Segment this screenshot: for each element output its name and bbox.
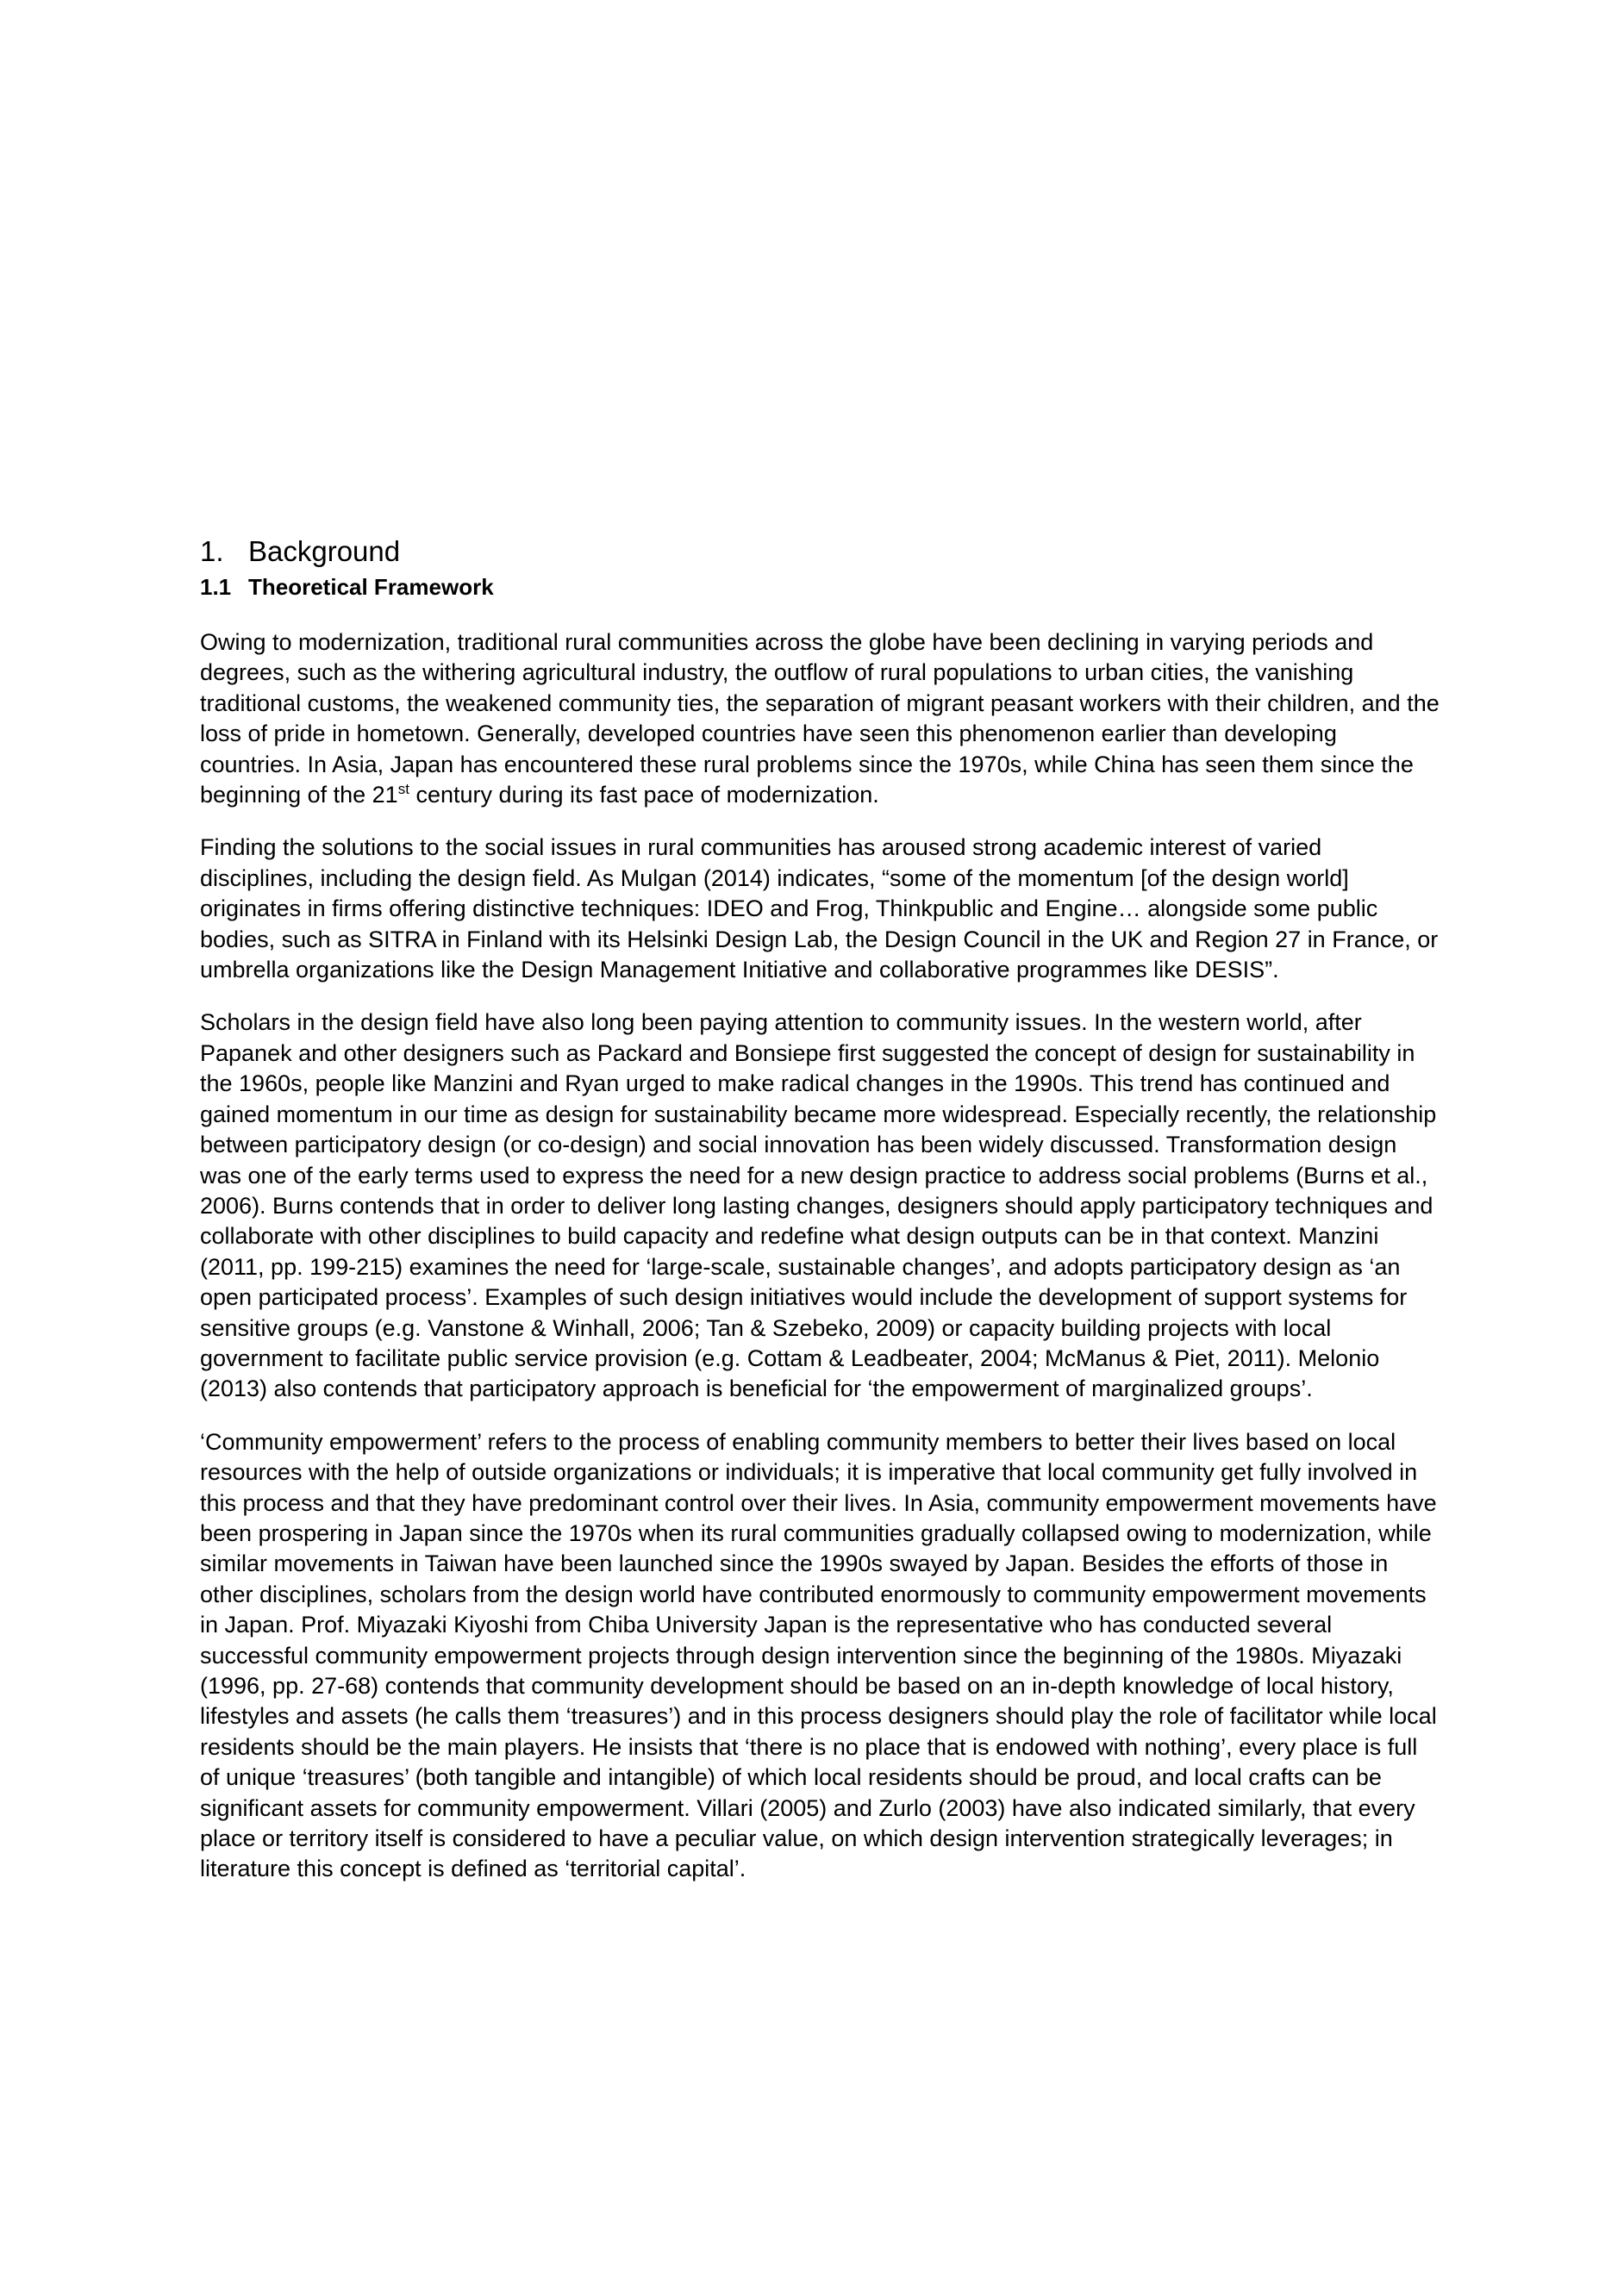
section-title: Background: [248, 535, 401, 567]
ordinal-suffix: st: [397, 781, 409, 798]
subsection-heading: [200, 572, 1441, 602]
subsection-number: 1.1: [200, 574, 232, 600]
paragraph-1-text-end: century during its fast pace of modernization.: [409, 782, 879, 808]
document-page: [200, 534, 1441, 1907]
subsection-title: Theoretical Framework: [248, 574, 494, 600]
paragraph-2: Finding the solutions to the social issues in rural communities has aroused strong academic interest of varied disciplines, including the design field. As Mulgan (2014) indicates, “some of the momentum [of the design world] originates in firms offering distinctive techniques: IDEO and Frog, Thinkpublic and Engine… alongside some public bodies, such as SITRA in Finland with its Helsinki Design Lab, the Design Council in the UK and Region 27 in France, or umbrella organizations like the Design Management Initiative and collaborative programmes like DESIS”.: [200, 834, 1439, 983]
paragraph-1: [200, 627, 1441, 810]
paragraph-3: Scholars in the design field have also long been paying attention to community issues. In the western world, after Papanek and other designers such as Packard and Bonsiepe first suggested the concept of design for sustainability in the 1960s, people like Manzini and Ryan urged to make radical changes in the 1990s. This trend has continued and gained momentum in our time as design for sustainability became more widespread. Especially recently, the relationship between participatory design (or co-design) and social innovation has been widely discussed. Transformation design was one of the early terms used to express the need for a new design practice to address social problems (Burns et al., 2006). Burns contends that in order to deliver long lasting changes, designers should apply participatory techniques and collaborate with other disciplines to build capacity and redefine what design outputs can be in that context. Manzini (2011, pp. 199-215) examines the need for ‘large-scale, sustainable changes’, and adopts participatory design as ‘an open participated process’. Examples of such design initiatives would include the development of support systems for sensitive groups (e.g. Vanstone & Winhall, 2006; Tan & Szebeko, 2009) or capacity building projects with local government to facilitate public service provision (e.g. Cottam & Leadbeater, 2004; McManus & Piet, 2011). Melonio (2013) also contends that participatory approach is beneficial for ‘the empowerment of marginalized groups’.: [200, 1009, 1437, 1402]
paragraph-1-text: Owing to modernization, traditional rural communities across the globe have been declining in varying periods and degrees, such as the withering agricultural industry, the outflow of rural populations to urban cities, the vanishing traditional customs, the weakened community ties, the separation of migrant peasant workers with their children, and the loss of pride in hometown. Generally, developed countries have seen this phenomenon earlier than developing countries. In Asia, Japan has encountered these rural problems since the 1970s, while China has seen them since the beginning of the 21: [200, 629, 1440, 808]
section-heading: [200, 534, 1441, 569]
paragraph-4: ‘Community empowerment’ refers to the process of enabling community members to better their lives based on local resources with the help of outside organizations or individuals; it is imperative that local community get fully involved in this process and that they have predominant control over their lives. In Asia, community empowerment movements have been prospering in Japan since the 1970s when its rural communities gradually collapsed owing to modernization, while similar movements in Taiwan have been launched since the 1990s swayed by Japan. Besides the efforts of those in other disciplines, scholars from the design world have contributed enormously to community empowerment movements in Japan. Prof. Miyazaki Kiyoshi from Chiba University Japan is the representative who has conducted several successful community empowerment projects through design intervention since the beginning of the 1980s. Miyazaki (1996, pp. 27-68) contends that community development should be based on an in-depth knowledge of local history, lifestyles and assets (he calls them ‘treasures’) and in this process designers should play the role of facilitator while local residents should be the main players. He insists that ‘there is no place that is endowed with nothing’, every place is full of unique ‘treasures’ (both tangible and intangible) of which local residents should be proud, and local crafts can be significant assets for community empowerment. Villari (2005) and Zurlo (2003) have also indicated similarly, that every place or territory itself is considered to have a peculiar value, on which design intervention strategically leverages; in literature this concept is defined as ‘territorial capital’.: [200, 1428, 1437, 1882]
section-number: 1.: [200, 535, 224, 567]
